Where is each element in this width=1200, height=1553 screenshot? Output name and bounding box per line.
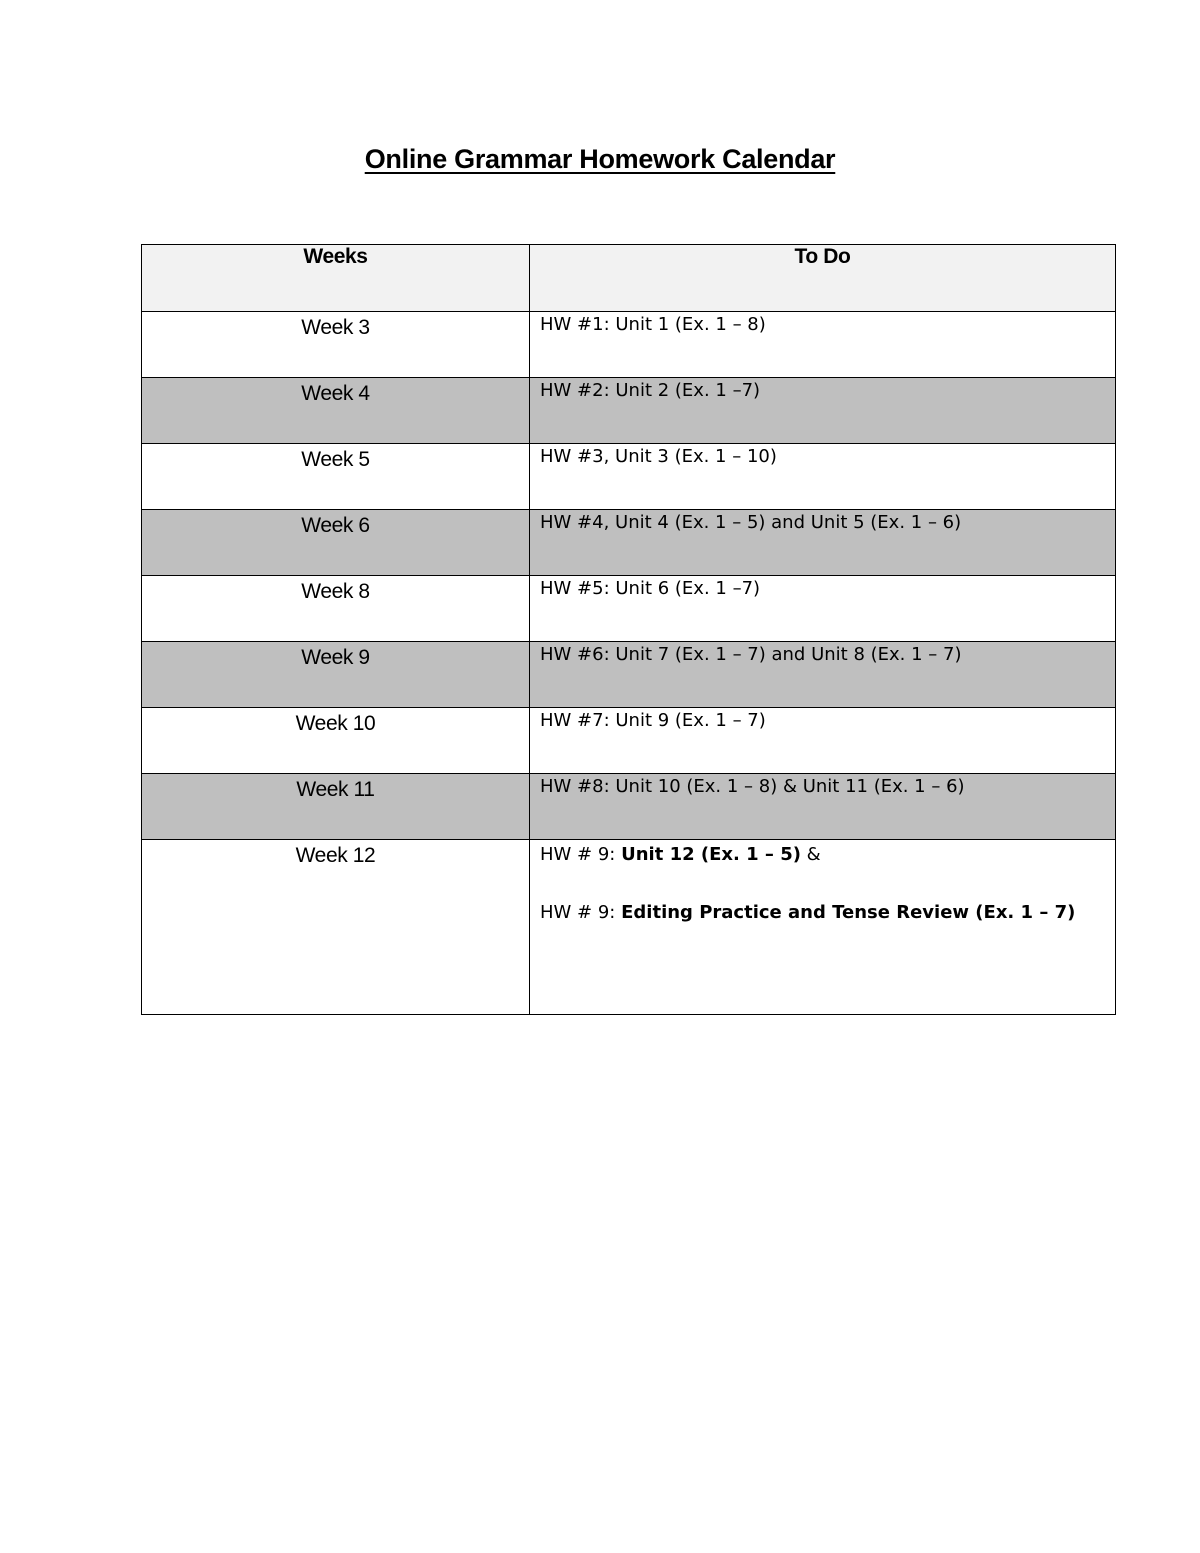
todo-cell: HW #6: Unit 7 (Ex. 1 – 7) and Unit 8 (Ex. 1 – 7) [530,642,1116,708]
hw-prefix: HW # 9: [540,844,622,865]
table-row [142,840,1116,1015]
week-cell: Week 9 [142,642,530,708]
todo-cell: HW #3, Unit 3 (Ex. 1 – 10) [530,444,1116,510]
homework-calendar-table [141,244,1116,1015]
hw-bold-text: Editing Practice and Tense Review (Ex. 1 – 7) [621,902,1076,923]
todo-cell: HW #2: Unit 2 (Ex. 1 –7) [530,378,1116,444]
todo-line-1 [540,840,1107,869]
week-cell: Week 10 [142,708,530,774]
table-header-row [142,245,1116,312]
week-cell: Week 6 [142,510,530,576]
todo-column-header: To Do [530,245,1116,312]
todo-cell: HW #1: Unit 1 (Ex. 1 – 8) [530,312,1116,378]
week-cell: Week 8 [142,576,530,642]
table-row [142,708,1116,774]
table-row [142,510,1116,576]
weeks-column-header: Weeks [142,245,530,312]
todo-line-2 [540,898,1107,927]
todo-cell: HW #8: Unit 10 (Ex. 1 – 8) & Unit 11 (Ex. 1 – 6) [530,774,1116,840]
page-title: Online Grammar Homework Calendar [364,144,836,174]
hw-prefix: HW # 9: [540,902,622,923]
table-row [142,642,1116,708]
todo-cell: HW #4, Unit 4 (Ex. 1 – 5) and Unit 5 (Ex. 1 – 6) [530,510,1116,576]
todo-cell: HW #7: Unit 9 (Ex. 1 – 7) [530,708,1116,774]
table-row [142,774,1116,840]
table-row [142,312,1116,378]
week-cell: Week 3 [142,312,530,378]
table-row [142,444,1116,510]
week-cell: Week 4 [142,378,530,444]
hw-suffix: & [800,844,821,865]
table-row [142,576,1116,642]
week-cell: Week 11 [142,774,530,840]
week-cell: Week 12 [142,840,530,1015]
todo-cell [530,840,1116,1015]
hw-bold-text: Unit 12 (Ex. 1 – 5) [621,844,801,865]
table-row [142,378,1116,444]
week-cell: Week 5 [142,444,530,510]
todo-cell: HW #5: Unit 6 (Ex. 1 –7) [530,576,1116,642]
